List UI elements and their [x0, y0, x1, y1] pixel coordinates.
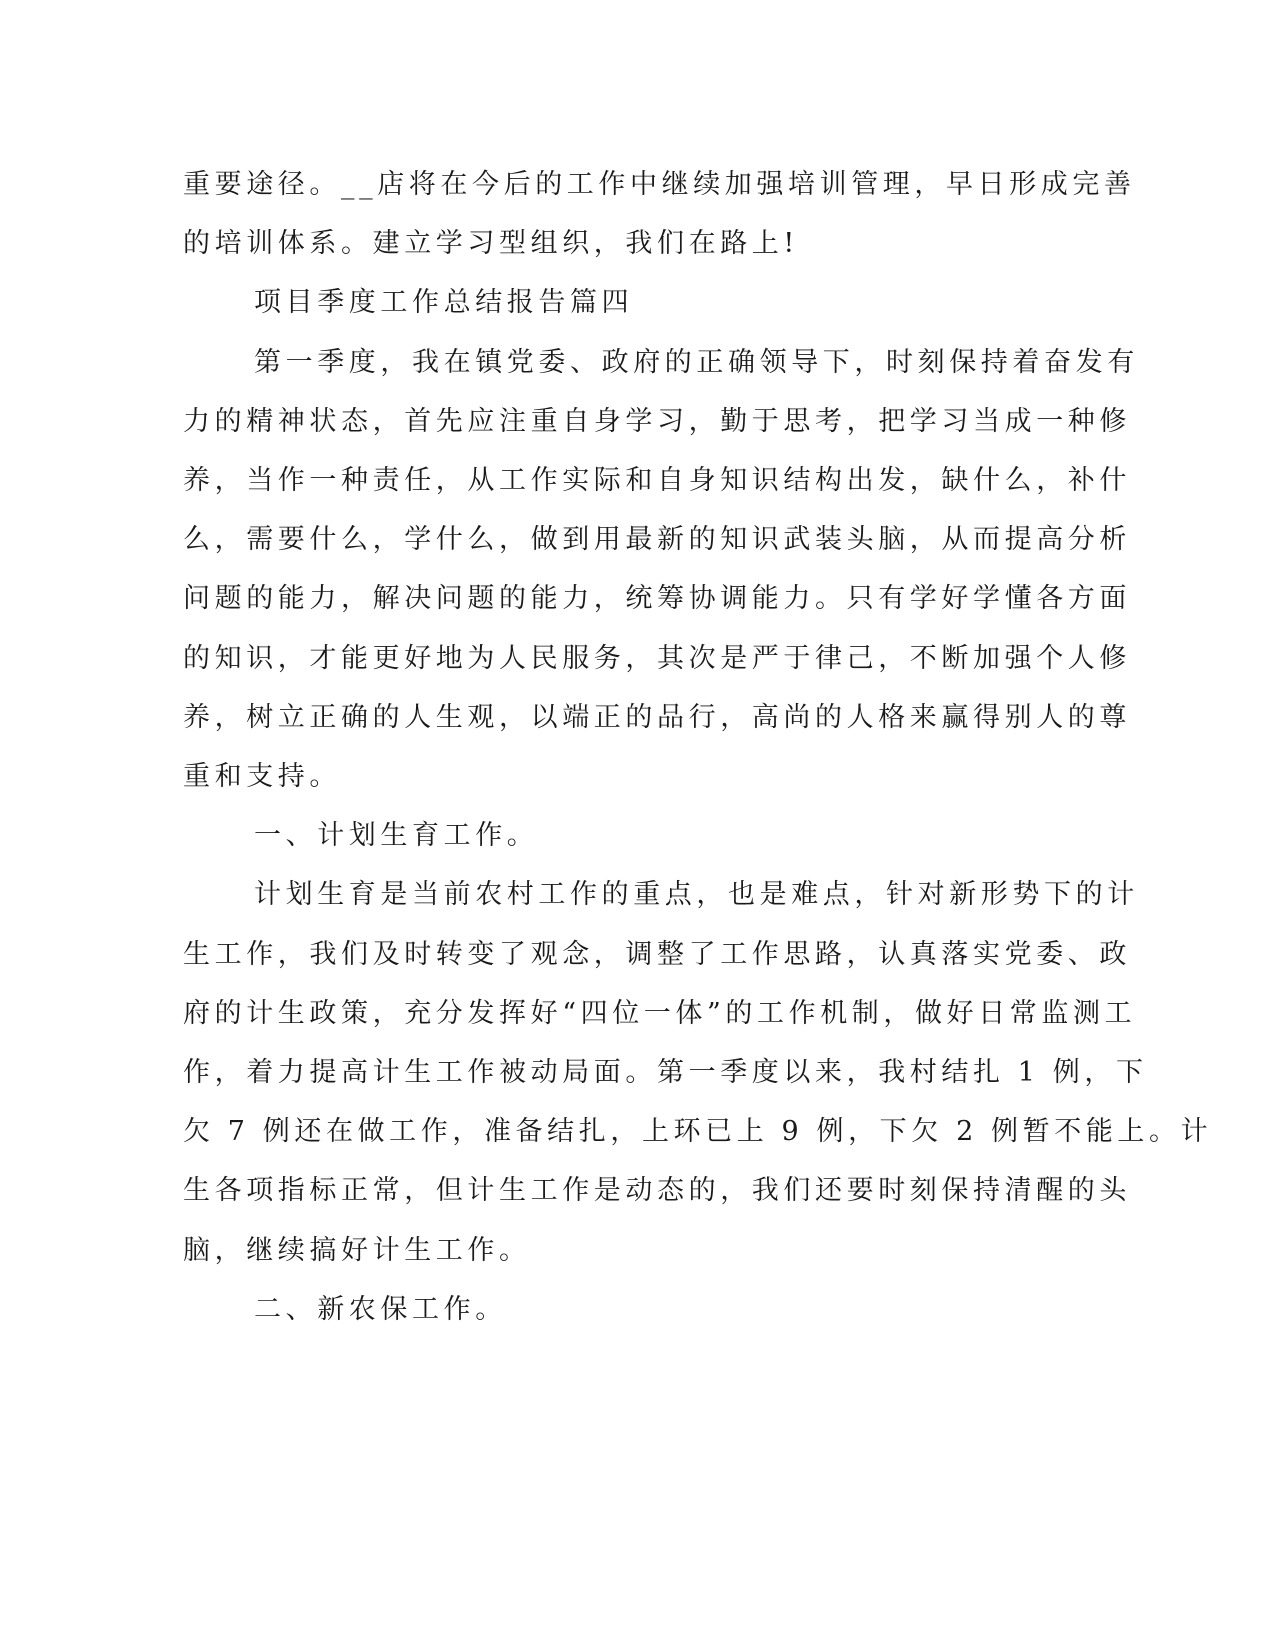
text-line: 脑，继续搞好计生工作。 [183, 1234, 531, 1266]
text-line: 养，当作一种责任，从工作实际和自身知识结构出发，缺什么，补什 [183, 465, 1131, 497]
text-line: 作，着力提高计生工作被动局面。第一季度以来，我村结扎 1 例，下 [183, 1057, 1148, 1089]
text-line: 重和支持。 [183, 761, 341, 793]
text-line: 重要途径。__店将在今后的工作中继续加强培训管理，早日形成完善 [183, 169, 1136, 200]
text-line: 的培训体系。建立学习型组织，我们在路上! [183, 228, 799, 260]
text-line: 欠 7 例还在做工作，准备结扎，上环已上 9 例，下欠 2 例暂不能上。计 [183, 1116, 1213, 1148]
text-line: 么，需要什么，学什么，做到用最新的知识武装头脑，从而提高分析 [183, 524, 1131, 556]
text-line: 力的精神状态，首先应注重自身学习，勤于思考，把学习当成一种修 [183, 405, 1131, 437]
text-line: 养，树立正确的人生观，以端正的品行，高尚的人格来赢得别人的尊 [183, 701, 1131, 733]
text-line: 计划生育是当前农村工作的重点，也是难点，针对新形势下的计 [254, 879, 1139, 911]
text-line: 生工作，我们及时转变了观念，调整了工作思路，认真落实党委、政 [183, 938, 1131, 970]
section-heading: 二、新农保工作。 [254, 1293, 507, 1325]
section-heading: 项目季度工作总结报告篇四 [254, 287, 634, 319]
text-line: 问题的能力，解决问题的能力，统筹协调能力。只有学好学懂各方面 [183, 583, 1131, 615]
section-heading: 一、计划生育工作。 [254, 820, 539, 852]
text-line: 府的计生政策，充分发挥好“四位一体”的工作机制，做好日常监测工 [183, 997, 1137, 1029]
document-body [183, 155, 1213, 1339]
text-line: 第一季度，我在镇党委、政府的正确领导下，时刻保持着奋发有 [254, 346, 1139, 378]
text-line: 的知识，才能更好地为人民服务，其次是严于律己，不断加强个人修 [183, 642, 1131, 674]
text-line: 生各项指标正常，但计生工作是动态的，我们还要时刻保持清醒的头 [183, 1175, 1131, 1207]
